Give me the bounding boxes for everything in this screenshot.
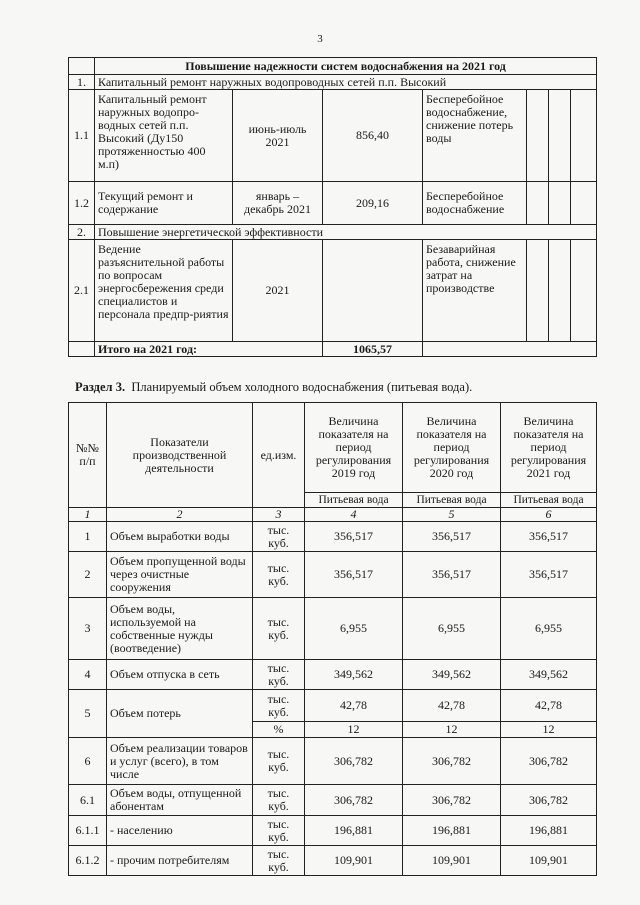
row-name: - прочим потребителям bbox=[107, 846, 253, 876]
r11-name: Капитальный ремонт наружных водопро-водных сетей п.п. Высокий (Ду150 протяженностью 400 м.п) bbox=[95, 90, 233, 182]
r12-period: январь – декабрь 2021 bbox=[233, 182, 323, 225]
table-row bbox=[69, 690, 597, 722]
row-value-2021: 42,78 bbox=[501, 690, 597, 722]
s1-title: Капитальный ремонт наружных водопроводных сетей п.п. Высокий bbox=[95, 75, 597, 90]
row-value-2020: 356,517 bbox=[403, 552, 501, 598]
row-num: 1 bbox=[69, 522, 107, 552]
table-row bbox=[69, 738, 597, 785]
section-title: Планируемый объем холодного водоснабжения (питьевая вода). bbox=[131, 380, 473, 394]
row-unit: тыс. куб. bbox=[253, 690, 305, 722]
row-value-2019: 306,782 bbox=[305, 785, 403, 816]
r11-period: июнь-июль 2021 bbox=[233, 90, 323, 182]
row-value-2019: 349,562 bbox=[305, 660, 403, 690]
row-name: Объем потерь bbox=[107, 690, 253, 738]
table-row bbox=[69, 816, 597, 846]
row-value-2021: 356,517 bbox=[501, 552, 597, 598]
r11-effect: Бесперебойное водоснабжение, снижение потерь воды bbox=[423, 90, 527, 182]
table-row bbox=[69, 785, 597, 816]
col-num-2: 2 bbox=[107, 508, 253, 522]
table-row bbox=[69, 846, 597, 876]
row-value-2019: 306,782 bbox=[305, 738, 403, 785]
row-name: Объем пропущенной воды через очистные сооружения bbox=[107, 552, 253, 598]
row-value-2019: 109,901 bbox=[305, 846, 403, 876]
h-water-2019: Питьевая вода bbox=[305, 493, 403, 508]
row-value-2020: 349,562 bbox=[403, 660, 501, 690]
table-row bbox=[69, 552, 597, 598]
col-num-6: 6 bbox=[501, 508, 597, 522]
total-label: Итого на 2021 год: bbox=[95, 342, 323, 357]
row-num: 4 bbox=[69, 660, 107, 690]
table-row bbox=[69, 598, 597, 660]
section-label: Раздел 3. bbox=[75, 380, 126, 394]
table-row bbox=[69, 660, 597, 690]
r12-effect: Бесперебойное водоснабжение bbox=[423, 182, 527, 225]
row-num: 6.1.1 bbox=[69, 816, 107, 846]
row-value-2021: 6,955 bbox=[501, 598, 597, 660]
col-num-4: 4 bbox=[305, 508, 403, 522]
row-num: 6 bbox=[69, 738, 107, 785]
h-unit: ед.изм. bbox=[253, 403, 305, 508]
table-row bbox=[69, 522, 597, 552]
row-unit: тыс. куб. bbox=[253, 738, 305, 785]
h-name: Показатели производственной деятельности bbox=[107, 403, 253, 508]
row-name: Объем выработки воды bbox=[107, 522, 253, 552]
row-value-2021: 196,881 bbox=[501, 816, 597, 846]
row-unit: тыс. куб. bbox=[253, 816, 305, 846]
row-value-2020: 306,782 bbox=[403, 738, 501, 785]
h-water-2020: Питьевая вода bbox=[403, 493, 501, 508]
row-value-2019: 12 bbox=[305, 722, 403, 738]
row-unit: тыс. куб. bbox=[253, 785, 305, 816]
page-number: 3 bbox=[317, 33, 323, 45]
row-num: 3 bbox=[69, 598, 107, 660]
r11-amount: 856,40 bbox=[323, 90, 423, 182]
r11-num: 1.1 bbox=[69, 90, 95, 182]
row-value-2021: 306,782 bbox=[501, 738, 597, 785]
row-name: Объем воды, используемой на собственные нужды (воотведение) bbox=[107, 598, 253, 660]
reliability-plan-table bbox=[68, 57, 597, 357]
r12-amount: 209,16 bbox=[323, 182, 423, 225]
s2-title: Повышение энергетической эффективности bbox=[95, 225, 597, 240]
row-num: 6.1 bbox=[69, 785, 107, 816]
s2-num: 2. bbox=[69, 225, 95, 240]
row-value-2019: 196,881 bbox=[305, 816, 403, 846]
row-unit: тыс. куб. bbox=[253, 660, 305, 690]
r12-num: 1.2 bbox=[69, 182, 95, 225]
row-value-2020: 42,78 bbox=[403, 690, 501, 722]
row-value-2019: 42,78 bbox=[305, 690, 403, 722]
row-name: - населению bbox=[107, 816, 253, 846]
row-name: Объем отпуска в сеть bbox=[107, 660, 253, 690]
h-water-2021: Питьевая вода bbox=[501, 493, 597, 508]
row-num: 2 bbox=[69, 552, 107, 598]
row-value-2021: 356,517 bbox=[501, 522, 597, 552]
r21-effect: Безаварийная работа, снижение затрат на производстве bbox=[423, 240, 527, 342]
total-amount: 1065,57 bbox=[323, 342, 423, 357]
row-value-2021: 12 bbox=[501, 722, 597, 738]
r21-name: Ведение разъяснительной работы по вопросам энергосбережения среди специалистов и персонала предпр-риятия bbox=[95, 240, 233, 342]
h-2020: Величина показателя на период регулирования 2020 год bbox=[403, 403, 501, 493]
row-unit: тыс. куб. bbox=[253, 522, 305, 552]
row-num: 6.1.2 bbox=[69, 846, 107, 876]
h-num: №№ п/п bbox=[69, 403, 107, 508]
row-unit: тыс. куб. bbox=[253, 846, 305, 876]
row-value-2021: 109,901 bbox=[501, 846, 597, 876]
row-value-2019: 6,955 bbox=[305, 598, 403, 660]
row-value-2020: 356,517 bbox=[403, 522, 501, 552]
row-value-2021: 306,782 bbox=[501, 785, 597, 816]
row-value-2019: 356,517 bbox=[305, 522, 403, 552]
row-value-2021: 349,562 bbox=[501, 660, 597, 690]
s1-num: 1. bbox=[69, 75, 95, 90]
row-value-2020: 109,901 bbox=[403, 846, 501, 876]
row-value-2020: 12 bbox=[403, 722, 501, 738]
row-value-2019: 356,517 bbox=[305, 552, 403, 598]
row-value-2020: 306,782 bbox=[403, 785, 501, 816]
row-num: 5 bbox=[69, 690, 107, 738]
r21-num: 2.1 bbox=[69, 240, 95, 342]
row-name: Объем воды, отпущенной абонентам bbox=[107, 785, 253, 816]
row-unit: тыс. куб. bbox=[253, 552, 305, 598]
h-2021: Величина показателя на период регулирования 2021 год bbox=[501, 403, 597, 493]
h-2019: Величина показателя на период регулирования 2019 год bbox=[305, 403, 403, 493]
row-value-2020: 196,881 bbox=[403, 816, 501, 846]
row-unit: % bbox=[253, 722, 305, 738]
col-num-3: 3 bbox=[253, 508, 305, 522]
r21-amount bbox=[323, 240, 423, 342]
row-name: Объем реализации товаров и услуг (всего), в том числе bbox=[107, 738, 253, 785]
r12-name: Текущий ремонт и содержание bbox=[95, 182, 233, 225]
r21-period: 2021 bbox=[233, 240, 323, 342]
row-value-2020: 6,955 bbox=[403, 598, 501, 660]
water-volume-table bbox=[68, 402, 597, 876]
section-heading bbox=[75, 380, 472, 395]
col-num-1: 1 bbox=[69, 508, 107, 522]
col-num-5: 5 bbox=[403, 508, 501, 522]
row-unit: тыс. куб. bbox=[253, 598, 305, 660]
table1-header: Повышение надежности систем водоснабжения на 2021 год bbox=[95, 58, 597, 75]
